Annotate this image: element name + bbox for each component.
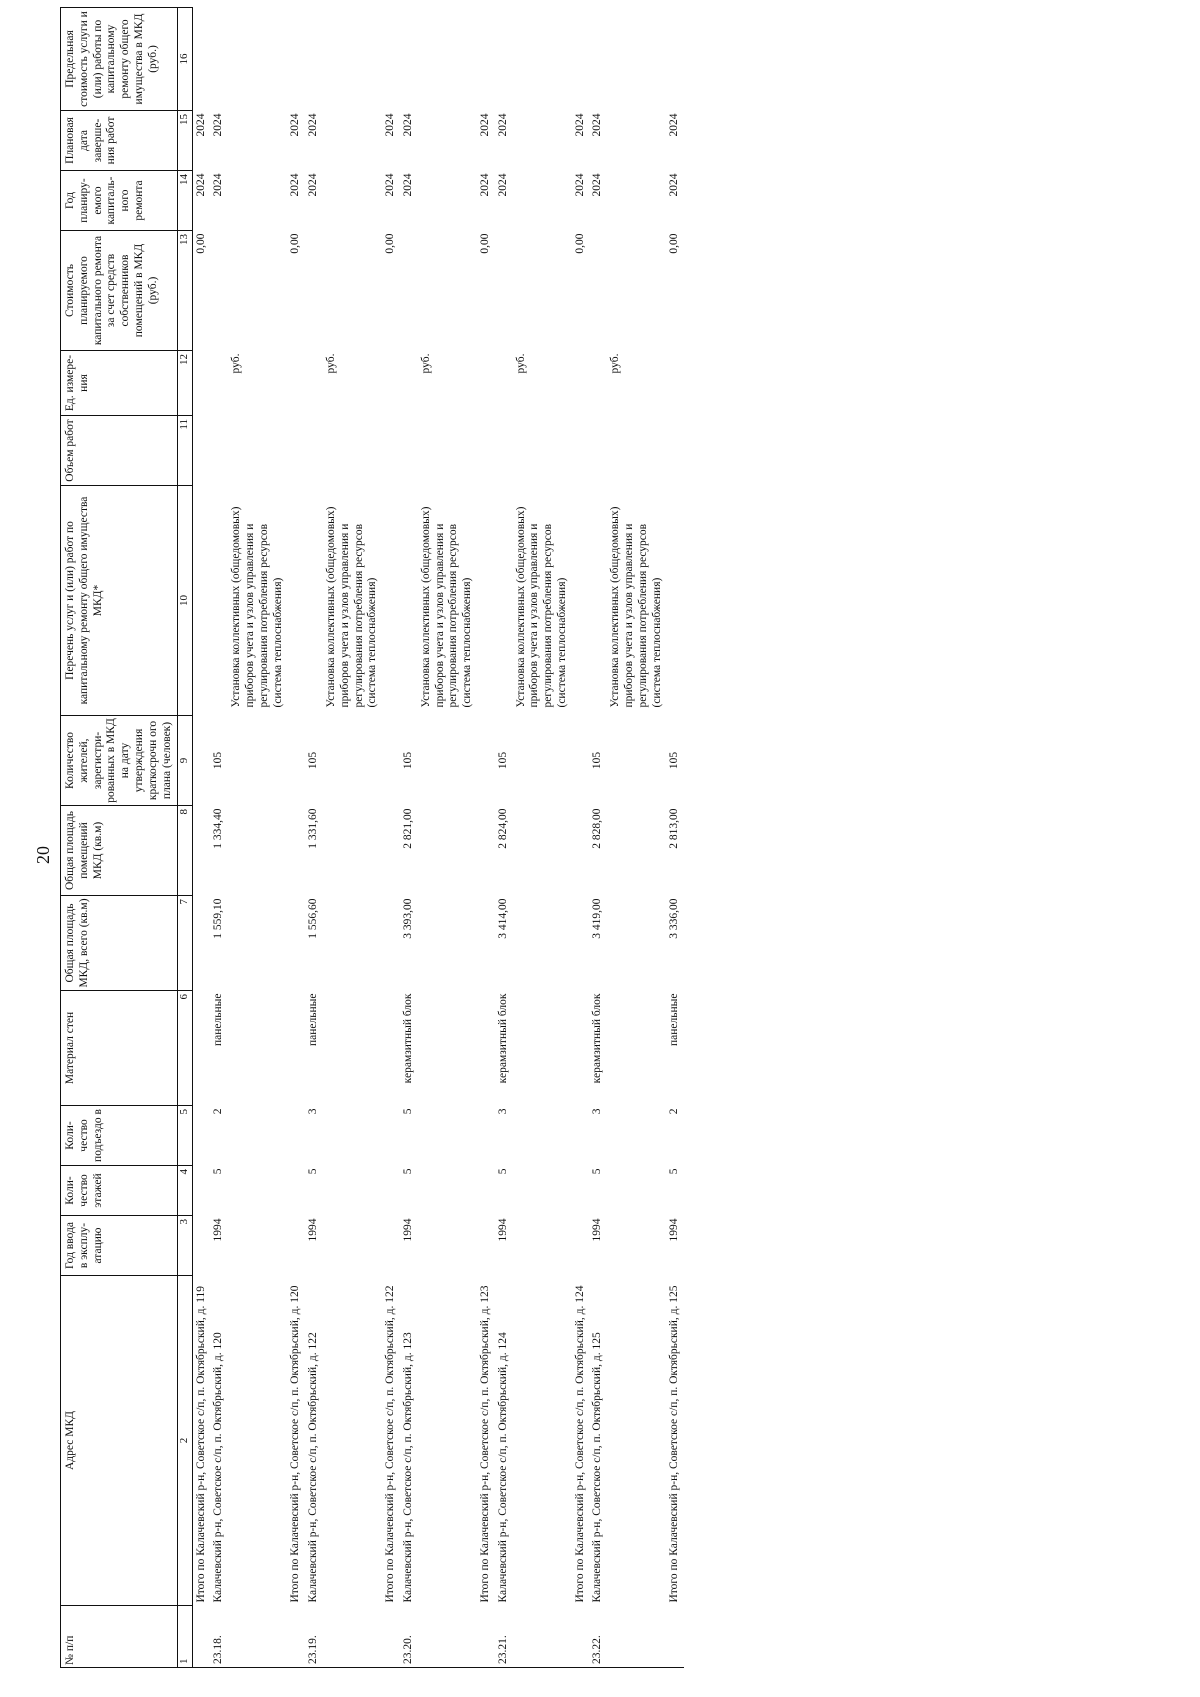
- total-cost: 0,00: [384, 233, 397, 254]
- area-total: 3 336,00: [668, 898, 681, 939]
- header-cell: Количество жителей, зарегистри-рованных в МКД на дату утверждения краткосрочн ого плана (человек): [61, 716, 178, 806]
- total-cost: 0,00: [668, 233, 681, 254]
- total-end-date: 2024: [194, 113, 207, 137]
- year-built: 1994: [496, 1218, 509, 1242]
- table-header: [60, 7, 193, 1668]
- row-address: Калачевский р-н, Советское с/п, п. Октябрьский, д. 124: [496, 1332, 509, 1603]
- total-end-date: 2024: [384, 113, 397, 137]
- column-number: 3: [178, 1216, 192, 1276]
- column-number: 16: [178, 8, 192, 111]
- column-number: 14: [178, 171, 192, 231]
- total-row: [572, 8, 590, 1668]
- residents: 105: [668, 751, 681, 770]
- total-row: [382, 8, 400, 1668]
- row-number: 23.22.: [589, 1606, 607, 1668]
- area-rooms: 2 821,00: [401, 808, 414, 849]
- column-number: 15: [178, 111, 192, 171]
- residents: 105: [496, 751, 509, 770]
- header-row: [61, 8, 178, 1668]
- total-end-date: 2024: [668, 113, 681, 137]
- unit: руб.: [419, 353, 432, 374]
- work-row: [228, 8, 287, 1668]
- total-plan-year: 2024: [478, 173, 491, 197]
- total-row: [287, 8, 305, 1668]
- total-cost: 0,00: [573, 233, 586, 254]
- row-number: 23.21.: [495, 1606, 513, 1668]
- plan-year: 2024: [591, 173, 604, 197]
- total-plan-year: 2024: [194, 173, 207, 197]
- total-address: Итого по Калачевский р-н, Советское с/п, п. Октябрьский, д. 123: [478, 1285, 491, 1603]
- year-built: 1994: [591, 1218, 604, 1242]
- work-row: [513, 8, 572, 1668]
- year-built: 1994: [401, 1218, 414, 1242]
- header-cell: Плановая дата заверше-ния работ: [61, 111, 178, 171]
- column-number: 7: [178, 896, 192, 991]
- total-plan-year: 2024: [573, 173, 586, 197]
- column-number: 5: [178, 1106, 192, 1166]
- plan-year: 2024: [307, 173, 320, 197]
- column-number-row: [178, 8, 192, 1668]
- header-cell: Коли-чество подъездо в: [61, 1106, 178, 1166]
- year-built: 1994: [668, 1218, 681, 1242]
- total-address: Итого по Калачевский р-н, Советское с/п, п. Октябрьский, д. 125: [668, 1285, 681, 1603]
- table-row: [589, 8, 607, 1668]
- header-cell: Общая площадь МКД, всего (кв.м): [61, 896, 178, 991]
- column-number: 12: [178, 351, 192, 416]
- header-cell: Объем работ: [61, 416, 178, 486]
- total-end-date: 2024: [478, 113, 491, 137]
- rotated-page: [60, 8, 1190, 1668]
- total-plan-year: 2024: [384, 173, 397, 197]
- row-address: Калачевский р-н, Советское с/п, п. Октябрьский, д. 123: [401, 1332, 414, 1603]
- total-address: Итого по Калачевский р-н, Советское с/п, п. Октябрьский, д. 122: [384, 1285, 397, 1603]
- header-cell: Общая площадь помещений МКД (кв.м): [61, 806, 178, 896]
- column-number: 4: [178, 1166, 192, 1216]
- row-number: 23.18.: [210, 1606, 228, 1668]
- wall-material: керамзитный блок: [401, 993, 414, 1084]
- entrances: 2: [668, 1108, 681, 1115]
- entrances: 3: [496, 1108, 509, 1115]
- total-row: [477, 8, 495, 1668]
- residents: 105: [591, 751, 604, 770]
- column-number: 8: [178, 806, 192, 896]
- floors: 5: [496, 1168, 509, 1175]
- end-date: 2024: [401, 113, 414, 137]
- entrances: 3: [307, 1108, 320, 1115]
- column-number: 2: [178, 1276, 192, 1606]
- end-date: 2024: [307, 113, 320, 137]
- wall-material: панельные: [668, 993, 681, 1046]
- area-rooms: 2 828,00: [591, 808, 604, 849]
- header-cell: Материал стен: [61, 991, 178, 1106]
- floors: 5: [401, 1168, 414, 1175]
- total-cost: 0,00: [478, 233, 491, 254]
- header-cell: № п/п: [61, 1606, 178, 1668]
- column-number: 11: [178, 416, 192, 486]
- area-total: 1 556,60: [307, 898, 320, 939]
- area-total: 3 414,00: [496, 898, 509, 939]
- work-description: Установка коллективных (общедомовых) приборов учета и узлов управления и регулирования потребления ресурсов (система теплоснабжения): [514, 506, 568, 708]
- total-end-date: 2024: [289, 113, 302, 137]
- table-row: [305, 8, 323, 1668]
- row-address: Калачевский р-н, Советское с/п, п. Октябрьский, д. 122: [307, 1332, 320, 1603]
- area-rooms: 1 334,40: [212, 808, 225, 849]
- header-cell: Год ввода в эксплу-атацию: [61, 1216, 178, 1276]
- header-cell: Перечень услуг и (или) работ по капитальному ремонту общего имущества МКД*: [61, 486, 178, 716]
- column-number: 1: [178, 1606, 192, 1668]
- entrances: 3: [591, 1108, 604, 1115]
- end-date: 2024: [496, 113, 509, 137]
- end-date: 2024: [591, 113, 604, 137]
- area-rooms: 2 813,00: [668, 808, 681, 849]
- header-cell: Год планиру-емого капиталь-ного ремонта: [61, 171, 178, 231]
- area-rooms: 2 824,00: [496, 808, 509, 849]
- row-address: Калачевский р-н, Советское с/п, п. Октябрьский, д. 120: [212, 1332, 225, 1603]
- floors: 5: [668, 1168, 681, 1175]
- row-address: Калачевский р-н, Советское с/п, п. Октябрьский, д. 125: [591, 1332, 604, 1603]
- residents: 105: [307, 751, 320, 770]
- residents: 105: [401, 751, 414, 770]
- column-number: 9: [178, 716, 192, 806]
- header-cell: Коли-чество этажей: [61, 1166, 178, 1216]
- work-row: [607, 8, 666, 1668]
- entrances: 2: [212, 1108, 225, 1115]
- row-number: 23.19.: [305, 1606, 323, 1668]
- floors: 5: [307, 1168, 320, 1175]
- residents: 105: [212, 751, 225, 770]
- floors: 5: [591, 1168, 604, 1175]
- work-row: [323, 8, 382, 1668]
- floors: 5: [212, 1168, 225, 1175]
- total-plan-year: 2024: [668, 173, 681, 197]
- plan-year: 2024: [401, 173, 414, 197]
- end-date: 2024: [212, 113, 225, 137]
- table-row: [400, 8, 418, 1668]
- header-cell: Ед. измере-ния: [61, 351, 178, 416]
- total-address: Итого по Калачевский р-н, Советское с/п, п. Октябрьский, д. 124: [573, 1285, 586, 1603]
- unit: руб.: [609, 353, 622, 374]
- row-number: 23.20.: [400, 1606, 418, 1668]
- work-description: Установка коллективных (общедомовых) приборов учета и узлов управления и регулирования потребления ресурсов (система теплоснабжения): [324, 506, 379, 708]
- plan-year: 2024: [212, 173, 225, 197]
- unit: руб.: [324, 353, 337, 374]
- unit: руб.: [230, 353, 243, 374]
- area-rooms: 1 331,60: [307, 808, 320, 849]
- work-description: Установка коллективных (общедомовых) приборов учета и узлов управления и регулирования потребления ресурсов (система теплоснабжения): [419, 506, 474, 708]
- year-built: 1994: [307, 1218, 320, 1242]
- work-description: Установка коллективных (общедомовых) приборов учета и узлов управления и регулирования потребления ресурсов (система теплоснабжения): [609, 506, 663, 708]
- area-total: 3 393,00: [401, 898, 414, 939]
- work-description: Установка коллективных (общедомовых) приборов учета и узлов управления и регулирования потребления ресурсов (система теплоснабжения): [230, 506, 284, 708]
- table-row: [210, 8, 228, 1668]
- total-cost: 0,00: [194, 233, 207, 254]
- plan-year: 2024: [496, 173, 509, 197]
- table-row: [495, 8, 513, 1668]
- header-cell: Предельная стоимость услуги и (или) работы по капитальному ремонту общего имущества в МКД (руб.): [61, 8, 178, 111]
- area-total: 1 559,10: [212, 898, 225, 939]
- work-row: [418, 8, 477, 1668]
- area-total: 3 419,00: [591, 898, 604, 939]
- wall-material: панельные: [307, 993, 320, 1046]
- total-address: Итого по Калачевский р-н, Советское с/п, п. Октябрьский, д. 119: [194, 1285, 207, 1603]
- entrances: 5: [401, 1108, 414, 1115]
- column-number: 6: [178, 991, 192, 1106]
- total-row: [193, 8, 211, 1668]
- year-built: 1994: [212, 1218, 225, 1242]
- page-number: 20: [33, 846, 53, 864]
- column-number: 13: [178, 231, 192, 351]
- table-body: [193, 7, 685, 1668]
- total-end-date: 2024: [573, 113, 586, 137]
- wall-material: керамзитный блок: [591, 993, 604, 1084]
- total-cost: 0,00: [289, 233, 302, 254]
- total-row: [666, 8, 684, 1668]
- column-number: 10: [178, 486, 192, 716]
- wall-material: панельные: [212, 993, 225, 1046]
- total-address: Итого по Калачевский р-н, Советское с/п, п. Октябрьский, д. 120: [289, 1285, 302, 1603]
- header-cell: Стоимость планируемого капитального ремонта за счет средств собственников помещений в МКД (руб.): [61, 231, 178, 351]
- wall-material: керамзитный блок: [496, 993, 509, 1084]
- total-plan-year: 2024: [289, 173, 302, 197]
- unit: руб.: [514, 353, 527, 374]
- header-cell: Адрес МКД: [61, 1276, 178, 1606]
